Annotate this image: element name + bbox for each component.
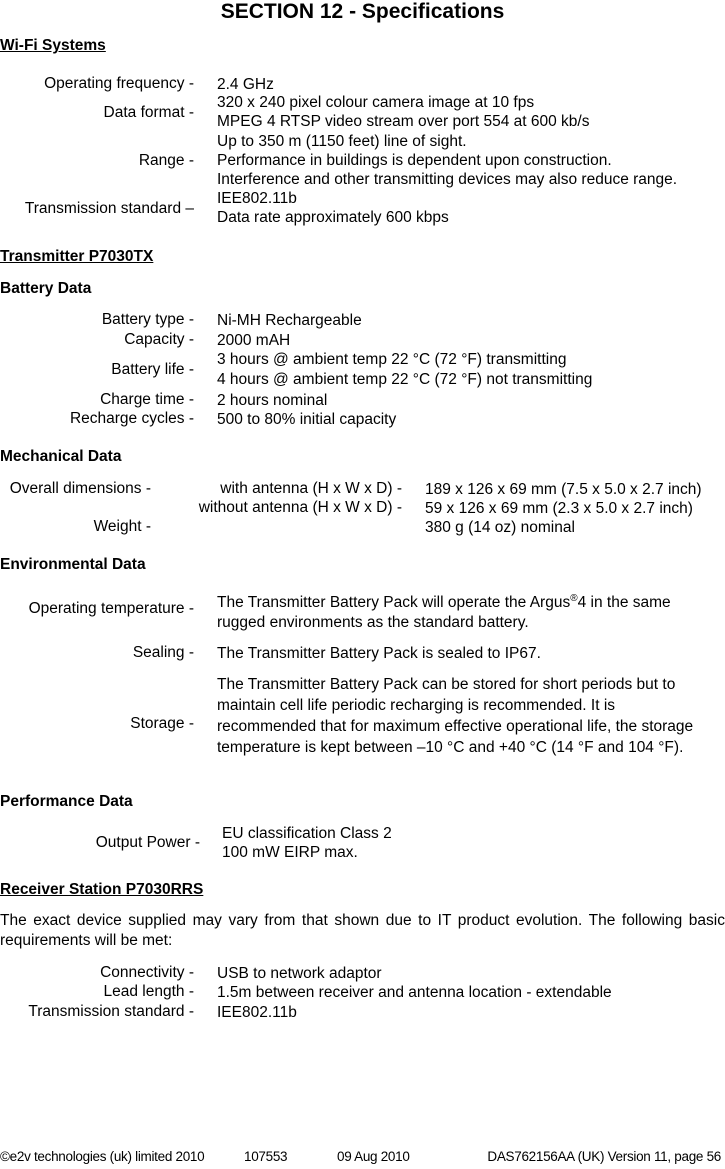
- battery-value-recharge-cycles: 500 to 80% initial capacity: [217, 411, 397, 428]
- battery-value-type: Ni-MH Rechargeable: [217, 312, 362, 329]
- receiver-intro: The exact device supplied may vary from that shown due to IT product evolution. The following basic requirements will be met:: [0, 912, 725, 949]
- mechanical-value-weight: 380 g (14 oz) nominal: [425, 519, 575, 536]
- transmitter-heading: Transmitter P7030TX: [0, 248, 154, 265]
- wifi-heading: Wi-Fi Systems: [0, 37, 106, 54]
- wifi-label-range: Range -: [138, 152, 194, 169]
- footer-copyright: ©e2v technologies (uk) limited 2010: [0, 1149, 205, 1164]
- battery-label-type: Battery type -: [101, 311, 194, 328]
- footer-doc-number: 107553: [244, 1149, 288, 1164]
- battery-label-charge-time: Charge time -: [100, 391, 194, 408]
- receiver-value-transmission: IEE802.11b: [217, 1004, 297, 1021]
- receiver-label-connectivity: Connectivity -: [100, 964, 194, 981]
- battery-label-recharge-cycles: Recharge cycles -: [69, 410, 194, 427]
- environmental-label-storage: Storage -: [130, 715, 194, 732]
- receiver-value-lead-length: 1.5m between receiver and antenna location - extendable: [217, 984, 612, 1001]
- mechanical-value-with-antenna: 189 x 126 x 69 mm (7.5 x 5.0 x 2.7 inch): [425, 481, 702, 498]
- environmental-value-sealing: The Transmitter Battery Pack is sealed to IP67.: [217, 645, 541, 662]
- environmental-value-storage: The Transmitter Battery Pack can be stored for short periods but to maintain cell life periodic recharging is recommended. It is recommended that for maximum effective operational life, the storage temperature is kept between –10 °C and +40 °C (14 °F and 104 °F).: [217, 676, 694, 756]
- mechanical-heading: Mechanical Data: [0, 448, 122, 465]
- wifi-value-transmission-1: IEE802.11b: [217, 190, 297, 207]
- battery-value-charge-time: 2 hours nominal: [217, 392, 328, 409]
- wifi-value-range-2: Performance in buildings is dependent upon construction.: [217, 152, 612, 169]
- wifi-label-data-format: Data format -: [103, 104, 194, 121]
- wifi-value-range-3: Interference and other transmitting devices may also reduce range.: [217, 171, 678, 188]
- battery-label-life: Battery life -: [111, 361, 194, 378]
- battery-value-capacity: 2000 mAH: [217, 332, 291, 349]
- performance-value-1: EU classification Class 2: [222, 825, 392, 842]
- battery-heading: Battery Data: [0, 280, 92, 297]
- footer-date: 09 Aug 2010: [337, 1149, 410, 1164]
- performance-heading: Performance Data: [0, 793, 133, 810]
- receiver-label-lead-length: Lead length -: [103, 983, 194, 1000]
- mechanical-label-without-antenna: without antenna (H x W x D) -: [198, 499, 402, 516]
- receiver-label-transmission: Transmission standard -: [28, 1003, 194, 1020]
- performance-label-output-power: Output Power -: [95, 834, 200, 851]
- environmental-heading: Environmental Data: [0, 556, 146, 573]
- receiver-value-connectivity: USB to network adaptor: [217, 965, 382, 982]
- registered-mark: ®: [570, 593, 578, 604]
- battery-label-capacity: Capacity -: [124, 331, 194, 348]
- environmental-label-operating: Operating temperature -: [28, 600, 194, 617]
- mechanical-label-weight: Weight -: [93, 518, 151, 535]
- wifi-value-transmission-2: Data rate approximately 600 kbps: [217, 209, 449, 226]
- wifi-label-transmission: Transmission standard –: [24, 200, 194, 217]
- environmental-value-operating: The Transmitter Battery Pack will operate the Argus®4 in the same rugged environments as the standard battery.: [217, 593, 671, 632]
- mechanical-label-overall: Overall dimensions -: [9, 480, 151, 497]
- wifi-value-data-format-1: 320 x 240 pixel colour camera image at 10 fps: [217, 94, 535, 111]
- wifi-value-data-format-2: MPEG 4 RTSP video stream over port 554 at 600 kb/s: [217, 113, 590, 130]
- battery-value-life-1: 3 hours @ ambient temp 22 °C (72 °F) transmitting: [217, 351, 567, 368]
- performance-value-2: 100 mW EIRP max.: [222, 844, 358, 861]
- mechanical-label-with-antenna: with antenna (H x W x D) -: [220, 480, 402, 497]
- wifi-label-frequency: Operating frequency -: [44, 75, 194, 92]
- page-title: SECTION 12 - Specifications: [220, 0, 505, 23]
- environmental-label-sealing: Sealing -: [132, 644, 194, 661]
- copyright-icon: ©: [0, 1149, 10, 1164]
- footer-reference: DAS762156AA (UK) Version 11, page 56: [487, 1149, 721, 1164]
- mechanical-value-without-antenna: 59 x 126 x 69 mm (2.3 x 5.0 x 2.7 inch): [425, 500, 693, 517]
- battery-value-life-2: 4 hours @ ambient temp 22 °C (72 °F) not transmitting: [217, 371, 593, 388]
- receiver-heading: Receiver Station P7030RRS: [0, 881, 204, 898]
- wifi-value-frequency: 2.4 GHz: [217, 76, 274, 93]
- wifi-value-range-1: Up to 350 m (1150 feet) line of sight.: [217, 133, 467, 150]
